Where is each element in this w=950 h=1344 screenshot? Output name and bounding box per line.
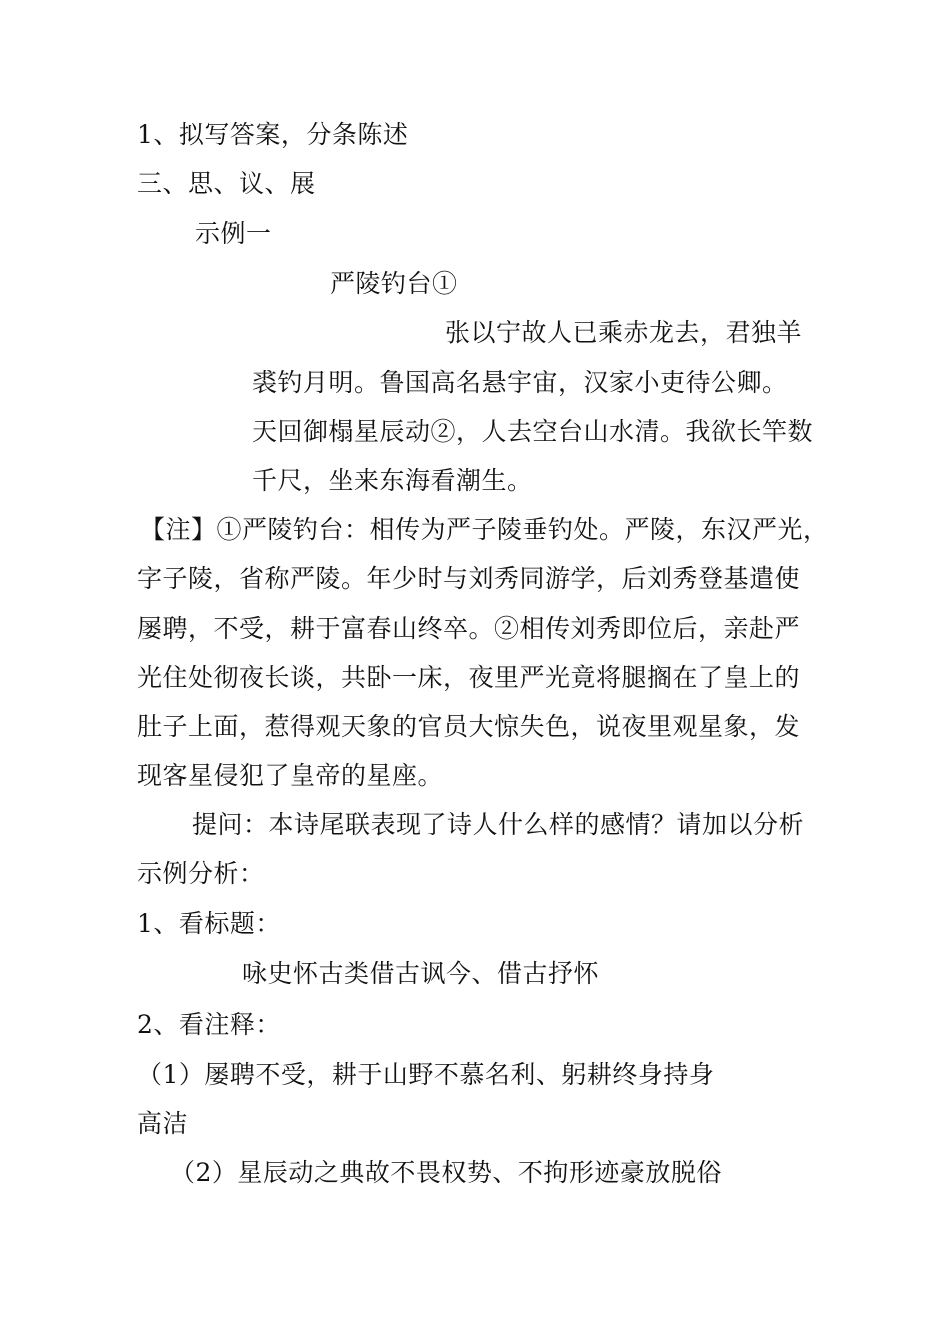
annotation-line: 【注】①严陵钓台：相传为严子陵垂钓处。严陵，东汉严光， bbox=[140, 515, 829, 544]
analysis-detail: 高洁 bbox=[137, 1109, 189, 1138]
poem-line: 千尺，坐来东海看潮生。 bbox=[252, 466, 533, 495]
analysis-heading: 示例分析： bbox=[137, 859, 265, 888]
poem-line: 张以宁故人已乘赤龙去，君独羊 bbox=[445, 318, 803, 347]
question-line: 提问：本诗尾联表现了诗人什么样的感情？请加以分析 bbox=[192, 810, 805, 839]
example-label: 示例一 bbox=[195, 219, 272, 248]
annotation-line: 现客星侵犯了皇帝的星座。 bbox=[137, 761, 444, 790]
annotation-line: 光住处彻夜长谈，共卧一床，夜里严光竟将腿搁在了皇上的 bbox=[137, 663, 801, 692]
answer-step-heading: 1、拟写答案，分条陈述 bbox=[137, 120, 409, 149]
annotation-line: 屡聘，不受，耕于富春山终卒。②相传刘秀即位后，亲赴严 bbox=[137, 614, 801, 643]
analysis-step: 2、看注释： bbox=[137, 1010, 281, 1039]
analysis-detail: （1）屡聘不受，耕于山野不慕名利、躬耕终身持身 bbox=[137, 1060, 715, 1089]
analysis-detail: 咏史怀古类借古讽今、借古抒怀 bbox=[242, 959, 600, 988]
poem-title: 严陵钓台① bbox=[330, 269, 458, 298]
analysis-step: 1、看标题： bbox=[137, 909, 281, 938]
section-heading: 三、思、议、展 bbox=[137, 169, 316, 198]
analysis-detail: （2）星辰动之典故不畏权势、不拘形迹豪放脱俗 bbox=[170, 1158, 722, 1187]
annotation-line: 肚子上面，惹得观天象的官员大惊失色，说夜里观星象，发 bbox=[137, 712, 801, 741]
poem-line: 天回御榻星辰动②，人去空台山水清。我欲长竿数 bbox=[252, 417, 814, 446]
annotation-line: 字子陵，省称严陵。年少时与刘秀同游学，后刘秀登基遣使 bbox=[137, 564, 801, 593]
poem-line: 裘钓月明。鲁国高名悬宇宙，汉家小吏待公卿。 bbox=[252, 368, 788, 397]
